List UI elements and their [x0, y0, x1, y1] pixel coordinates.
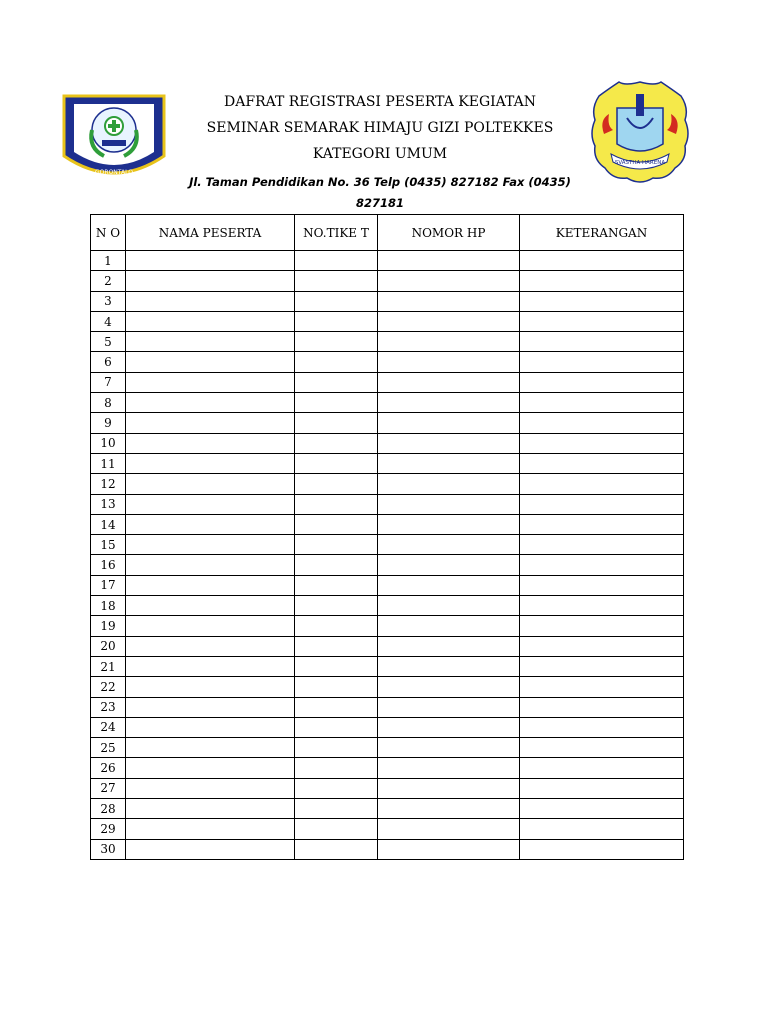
table-row	[91, 251, 684, 271]
cell-ket[interactable]	[520, 819, 684, 839]
cell-no: 28	[91, 799, 126, 819]
cell-nama[interactable]	[126, 677, 295, 697]
cell-ket[interactable]	[520, 311, 684, 331]
cell-hp[interactable]	[378, 758, 520, 778]
cell-hp[interactable]	[378, 697, 520, 717]
cell-ket[interactable]	[520, 677, 684, 697]
cell-tiket[interactable]	[295, 596, 378, 616]
cell-tiket[interactable]	[295, 636, 378, 656]
cell-no: 4	[91, 311, 126, 331]
cell-no: 11	[91, 453, 126, 473]
cell-no: 24	[91, 717, 126, 737]
cell-hp[interactable]	[378, 575, 520, 595]
cell-tiket[interactable]	[295, 535, 378, 555]
cell-tiket[interactable]	[295, 514, 378, 534]
col-header-hp: NOMOR HP	[378, 215, 520, 251]
cell-hp[interactable]	[378, 778, 520, 798]
cell-hp[interactable]	[378, 535, 520, 555]
cell-hp[interactable]	[378, 717, 520, 737]
cell-nama[interactable]	[126, 474, 295, 494]
cell-nama[interactable]	[126, 717, 295, 737]
table-row	[91, 494, 684, 514]
cell-tiket[interactable]	[295, 352, 378, 372]
cell-ket[interactable]	[520, 799, 684, 819]
table-row	[91, 758, 684, 778]
cell-tiket[interactable]	[295, 656, 378, 676]
cell-tiket[interactable]	[295, 717, 378, 737]
cell-ket[interactable]	[520, 575, 684, 595]
cell-hp[interactable]	[378, 372, 520, 392]
cell-ket[interactable]	[520, 738, 684, 758]
doc-address: Jl. Taman Pendidikan No. 36 Telp (0435) 827182 Fax (0435) 827181	[189, 175, 571, 210]
cell-tiket[interactable]	[295, 839, 378, 859]
cell-ket[interactable]	[520, 758, 684, 778]
cell-hp[interactable]	[378, 494, 520, 514]
cell-hp[interactable]	[378, 332, 520, 352]
table-row	[91, 514, 684, 534]
cell-ket[interactable]	[520, 697, 684, 717]
cell-hp[interactable]	[378, 839, 520, 859]
table-row	[91, 535, 684, 555]
table-row	[91, 332, 684, 352]
cell-no: 8	[91, 393, 126, 413]
table-row	[91, 839, 684, 859]
table-row	[91, 677, 684, 697]
cell-no: 20	[91, 636, 126, 656]
cell-no: 3	[91, 291, 126, 311]
svastha-harena-logo	[589, 78, 691, 186]
cell-nama[interactable]	[126, 616, 295, 636]
cell-no: 19	[91, 616, 126, 636]
cell-tiket[interactable]	[295, 393, 378, 413]
cell-hp[interactable]	[378, 413, 520, 433]
cell-hp[interactable]	[378, 433, 520, 453]
doc-title-line1: DAFRAT REGISTRASI PESERTA KEGIATAN	[224, 94, 536, 110]
cell-nama[interactable]	[126, 697, 295, 717]
cell-tiket[interactable]	[295, 291, 378, 311]
cell-no: 12	[91, 474, 126, 494]
table-row	[91, 636, 684, 656]
cell-no: 9	[91, 413, 126, 433]
cell-ket[interactable]	[520, 596, 684, 616]
cell-tiket[interactable]	[295, 251, 378, 271]
cell-nama[interactable]	[126, 393, 295, 413]
cell-hp[interactable]	[378, 555, 520, 575]
cell-ket[interactable]	[520, 494, 684, 514]
table-row	[91, 352, 684, 372]
cell-tiket[interactable]	[295, 372, 378, 392]
cell-tiket[interactable]	[295, 677, 378, 697]
table-row	[91, 555, 684, 575]
cell-hp[interactable]	[378, 311, 520, 331]
cell-nama[interactable]	[126, 738, 295, 758]
cell-no: 10	[91, 433, 126, 453]
cell-no: 17	[91, 575, 126, 595]
cell-ket[interactable]	[520, 616, 684, 636]
table-row	[91, 596, 684, 616]
cell-no: 16	[91, 555, 126, 575]
cell-hp[interactable]	[378, 453, 520, 473]
cell-no: 23	[91, 697, 126, 717]
cell-nama[interactable]	[126, 271, 295, 291]
cell-nama[interactable]	[126, 839, 295, 859]
col-header-ket: KETERANGAN	[520, 215, 684, 251]
cell-ket[interactable]	[520, 251, 684, 271]
cell-no: 5	[91, 332, 126, 352]
table-row	[91, 271, 684, 291]
table-row	[91, 372, 684, 392]
cell-hp[interactable]	[378, 738, 520, 758]
cell-no: 6	[91, 352, 126, 372]
table-row	[91, 697, 684, 717]
cell-tiket[interactable]	[295, 332, 378, 352]
cell-no: 1	[91, 251, 126, 271]
registration-table	[90, 214, 684, 860]
cell-ket[interactable]	[520, 352, 684, 372]
cell-hp[interactable]	[378, 271, 520, 291]
cell-ket[interactable]	[520, 413, 684, 433]
cell-nama[interactable]	[126, 311, 295, 331]
logo-bottom-text: GORONTALO	[95, 169, 133, 176]
cell-hp[interactable]	[378, 799, 520, 819]
cell-nama[interactable]	[126, 453, 295, 473]
cell-no: 29	[91, 819, 126, 839]
table-row	[91, 738, 684, 758]
table-row	[91, 311, 684, 331]
cell-nama[interactable]	[126, 433, 295, 453]
cell-hp[interactable]	[378, 352, 520, 372]
cell-no: 18	[91, 596, 126, 616]
cell-tiket[interactable]	[295, 474, 378, 494]
cell-no: 13	[91, 494, 126, 514]
cell-ket[interactable]	[520, 433, 684, 453]
cell-no: 2	[91, 271, 126, 291]
cell-tiket[interactable]	[295, 738, 378, 758]
col-header-no: N O	[91, 215, 126, 251]
table-row	[91, 778, 684, 798]
poltekkes-logo	[58, 86, 170, 188]
cell-nama[interactable]	[126, 656, 295, 676]
cell-ket[interactable]	[520, 636, 684, 656]
cell-no: 15	[91, 535, 126, 555]
cell-hp[interactable]	[378, 596, 520, 616]
cell-tiket[interactable]	[295, 494, 378, 514]
table-row	[91, 656, 684, 676]
cell-ket[interactable]	[520, 717, 684, 737]
cell-tiket[interactable]	[295, 616, 378, 636]
cell-ket[interactable]	[520, 372, 684, 392]
cell-tiket[interactable]	[295, 271, 378, 291]
logo-banner-text: SVASTHA HARENA	[614, 160, 666, 166]
cell-tiket[interactable]	[295, 799, 378, 819]
cell-hp[interactable]	[378, 656, 520, 676]
cell-no: 21	[91, 656, 126, 676]
cell-ket[interactable]	[520, 514, 684, 534]
table-row	[91, 413, 684, 433]
cell-nama[interactable]	[126, 555, 295, 575]
cell-ket[interactable]	[520, 839, 684, 859]
cell-nama[interactable]	[126, 636, 295, 656]
cell-no: 26	[91, 758, 126, 778]
cell-hp[interactable]	[378, 514, 520, 534]
cell-nama[interactable]	[126, 535, 295, 555]
cell-tiket[interactable]	[295, 413, 378, 433]
cell-no: 27	[91, 778, 126, 798]
cell-ket[interactable]	[520, 778, 684, 798]
cell-nama[interactable]	[126, 413, 295, 433]
cell-nama[interactable]	[126, 819, 295, 839]
cell-nama[interactable]	[126, 799, 295, 819]
cell-no: 14	[91, 514, 126, 534]
cell-no: 30	[91, 839, 126, 859]
cell-nama[interactable]	[126, 291, 295, 311]
cell-hp[interactable]	[378, 616, 520, 636]
cell-tiket[interactable]	[295, 433, 378, 453]
cell-nama[interactable]	[126, 251, 295, 271]
cell-nama[interactable]	[126, 758, 295, 778]
cell-no: 7	[91, 372, 126, 392]
table-header-row	[91, 215, 684, 251]
cell-ket[interactable]	[520, 332, 684, 352]
table-row	[91, 819, 684, 839]
table-row	[91, 393, 684, 413]
cell-hp[interactable]	[378, 291, 520, 311]
cell-hp[interactable]	[378, 393, 520, 413]
cell-ket[interactable]	[520, 656, 684, 676]
cell-ket[interactable]	[520, 474, 684, 494]
cell-nama[interactable]	[126, 575, 295, 595]
cell-ket[interactable]	[520, 555, 684, 575]
cell-hp[interactable]	[378, 819, 520, 839]
cell-tiket[interactable]	[295, 311, 378, 331]
table-row	[91, 291, 684, 311]
cell-ket[interactable]	[520, 291, 684, 311]
col-header-nama: NAMA PESERTA	[126, 215, 295, 251]
doc-title-line3: KATEGORI UMUM	[312, 146, 448, 162]
cell-hp[interactable]	[378, 636, 520, 656]
table-row	[91, 799, 684, 819]
cell-nama[interactable]	[126, 372, 295, 392]
cell-ket[interactable]	[520, 453, 684, 473]
cell-no: 22	[91, 677, 126, 697]
cell-tiket[interactable]	[295, 453, 378, 473]
table-row	[91, 433, 684, 453]
cell-tiket[interactable]	[295, 778, 378, 798]
cell-nama[interactable]	[126, 778, 295, 798]
table-row	[91, 616, 684, 636]
cell-ket[interactable]	[520, 393, 684, 413]
cell-tiket[interactable]	[295, 758, 378, 778]
cell-hp[interactable]	[378, 474, 520, 494]
cell-tiket[interactable]	[295, 575, 378, 595]
table-row	[91, 453, 684, 473]
cell-nama[interactable]	[126, 332, 295, 352]
cell-tiket[interactable]	[295, 697, 378, 717]
table-row	[91, 575, 684, 595]
doc-title-line2: SEMINAR SEMARAK HIMAJU GIZI POLTEKKES	[206, 120, 554, 136]
cell-tiket[interactable]	[295, 555, 378, 575]
cell-nama[interactable]	[126, 596, 295, 616]
cell-nama[interactable]	[126, 352, 295, 372]
table-row	[91, 474, 684, 494]
cell-no: 25	[91, 738, 126, 758]
cell-ket[interactable]	[520, 535, 684, 555]
cell-tiket[interactable]	[295, 819, 378, 839]
cell-ket[interactable]	[520, 271, 684, 291]
cell-nama[interactable]	[126, 494, 295, 514]
cell-hp[interactable]	[378, 677, 520, 697]
table-row	[91, 717, 684, 737]
col-header-tiket: NO.TIKE T	[295, 215, 378, 251]
cell-nama[interactable]	[126, 514, 295, 534]
cell-hp[interactable]	[378, 251, 520, 271]
